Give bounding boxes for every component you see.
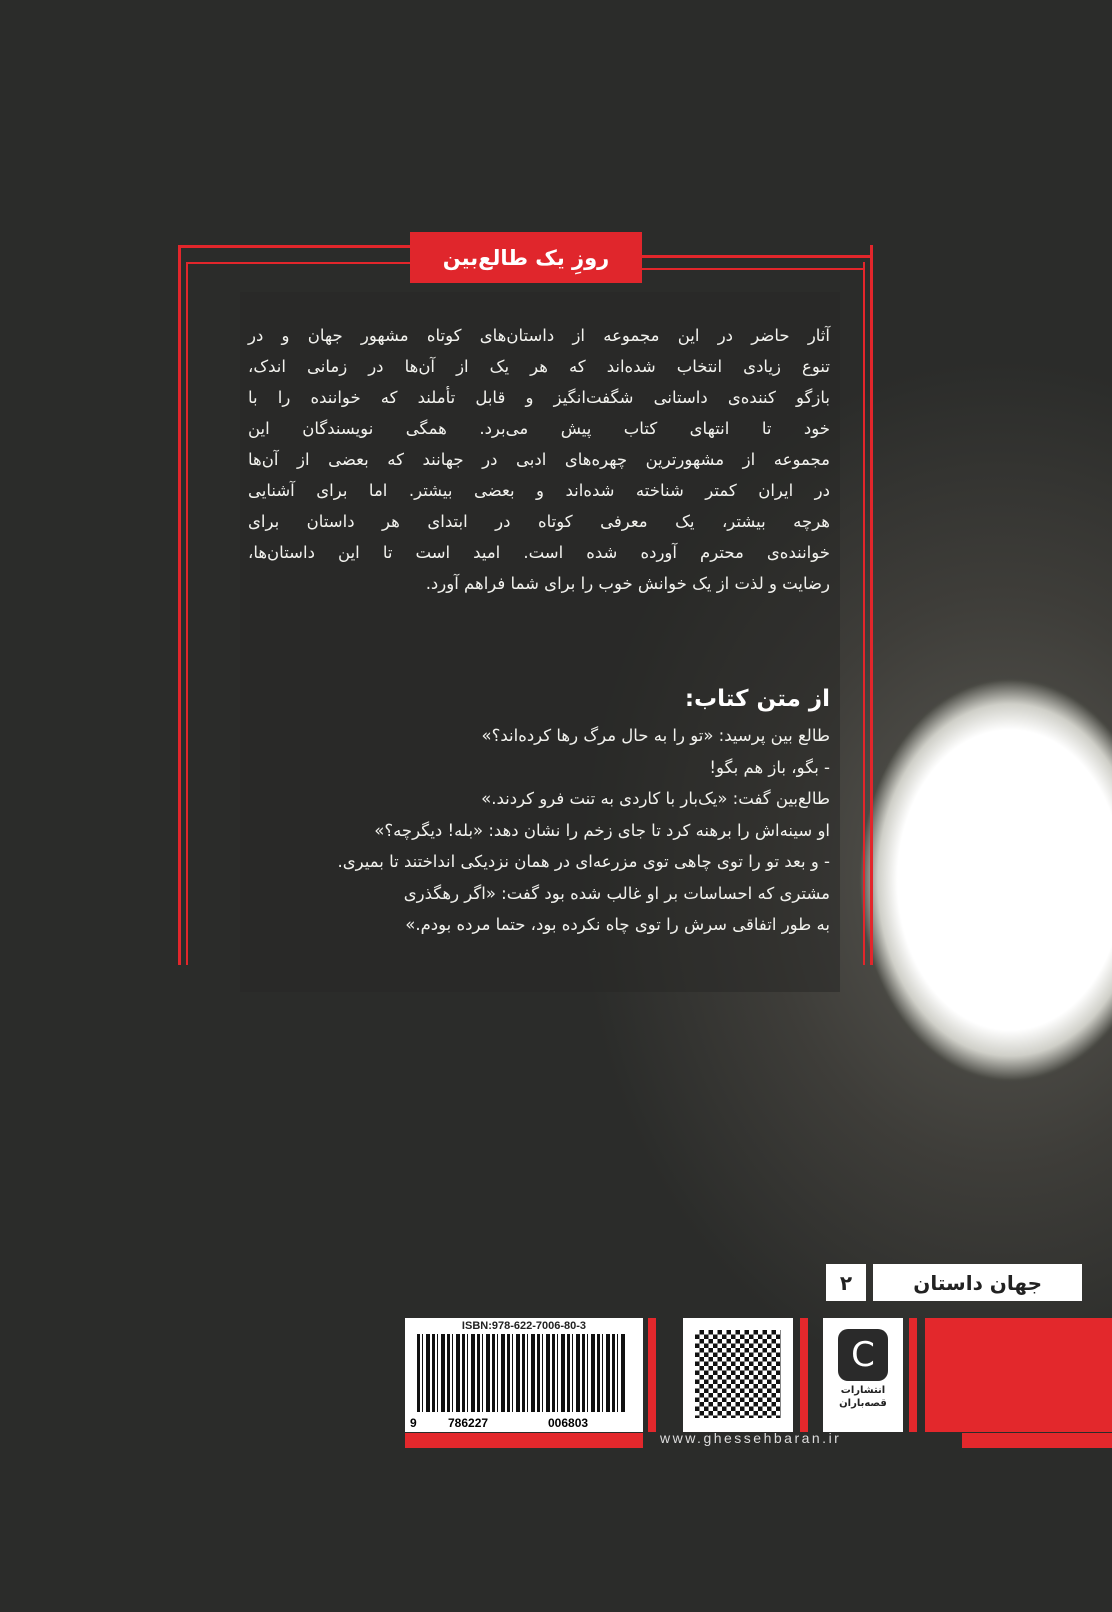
frame-line-top-left (178, 245, 410, 248)
publisher-logo (823, 1318, 903, 1432)
series-label (873, 1264, 1082, 1301)
excerpt-line: طالع بین پرسید: «تو را به حال مرگ رها کرده‌اند؟» (481, 726, 830, 745)
series-label-text: جهان داستان (913, 1270, 1042, 1295)
barcode-digit: 9 (407, 1416, 420, 1430)
qr-code[interactable] (683, 1318, 793, 1432)
red-bar (909, 1318, 917, 1432)
excerpt-line: او سینه‌اش را برهنه کرد تا جای زخم را نشان دهد: «بله! دیگرچه؟» (374, 820, 830, 840)
frame-line-top-left-inner (186, 262, 410, 264)
description-line: خواننده‌ی محترم آورده شده است. امید است تا این داستان‌ها، (248, 543, 830, 562)
frame-line-left (178, 245, 181, 965)
qr-code-pattern (695, 1330, 781, 1418)
book-description (248, 320, 830, 599)
publisher-logo-icon: C (838, 1329, 888, 1381)
red-bar-bottom (962, 1433, 1112, 1448)
frame-line-right (870, 245, 873, 965)
description-line: رضایت و لذت از یک خوانش خوب را برای شما فراهم آورد. (425, 574, 830, 593)
red-bar (648, 1318, 656, 1432)
frame-line-top-right (642, 255, 873, 258)
isbn-barcode (405, 1318, 643, 1432)
excerpt-line: - بگو، باز هم بگو! (709, 757, 830, 777)
barcode-digit: 006803 (545, 1416, 591, 1430)
excerpt-line: طالع‌بین گفت: «یک‌بار با کاردی به تنت فرو کردند.» (481, 789, 830, 808)
frame-line-top-right-inner (642, 268, 865, 270)
description-line: مجموعه از مشهورترین چهره‌های ادبی در جهانند که بعضی از آن‌ها (248, 450, 830, 469)
description-line: بازگو کننده‌ی داستانی شگفت‌انگیز و قابل تأملند که خواننده را با (248, 388, 830, 407)
barcode-bars (417, 1334, 627, 1412)
publisher-name: انتشارات (840, 1385, 886, 1396)
publisher-name: قصه‌باران (839, 1398, 887, 1409)
frame-line-right-inner (863, 262, 865, 965)
red-block (925, 1318, 1112, 1432)
excerpt-line: - و بعد تو را توی چاهی توی مزرعه‌ای در همان نزدیکی انداختند تا بمیری. (337, 852, 830, 871)
series-number: ۲ (826, 1264, 866, 1301)
description-line: آثار حاضر در این مجموعه از داستان‌های کوتاه مشهور جهان و در (248, 326, 830, 345)
description-line: تنوع زیادی انتخاب شده‌اند که هر یک از آن‌ها در زمانی اندک، (248, 357, 830, 376)
red-bar (800, 1318, 808, 1432)
excerpt-line: مشتری که احساسات بر او غالب شده بود گفت: «اگر رهگذری (403, 883, 830, 903)
excerpt (248, 720, 830, 941)
frame-line-left-inner (186, 262, 188, 965)
description-line: خود تا انتهای کتاب پیش می‌برد. همگی نویسندگان این (248, 419, 830, 438)
barcode-digit: 786227 (445, 1416, 491, 1430)
excerpt-line: به طور اتفاقی سرش را توی چاه نکرده بود، حتما مرده بودم.» (405, 915, 830, 934)
website-link[interactable]: www.ghessehbaran.ir (660, 1430, 842, 1446)
red-bar-bottom (405, 1433, 643, 1448)
isbn-text: ISBN:978-622-7006-80-3 (461, 1320, 587, 1332)
book-title: روزِ یک طالع‌بین (410, 232, 642, 283)
description-line: هرچه بیشتر، یک معرفی کوتاه در ابتدای هر داستان برای (248, 512, 830, 531)
excerpt-heading: از متن کتاب: (684, 686, 830, 712)
description-line: در ایران کمتر شناخته شده‌اند و بعضی بیشتر. اما برای آشنایی (248, 481, 830, 500)
